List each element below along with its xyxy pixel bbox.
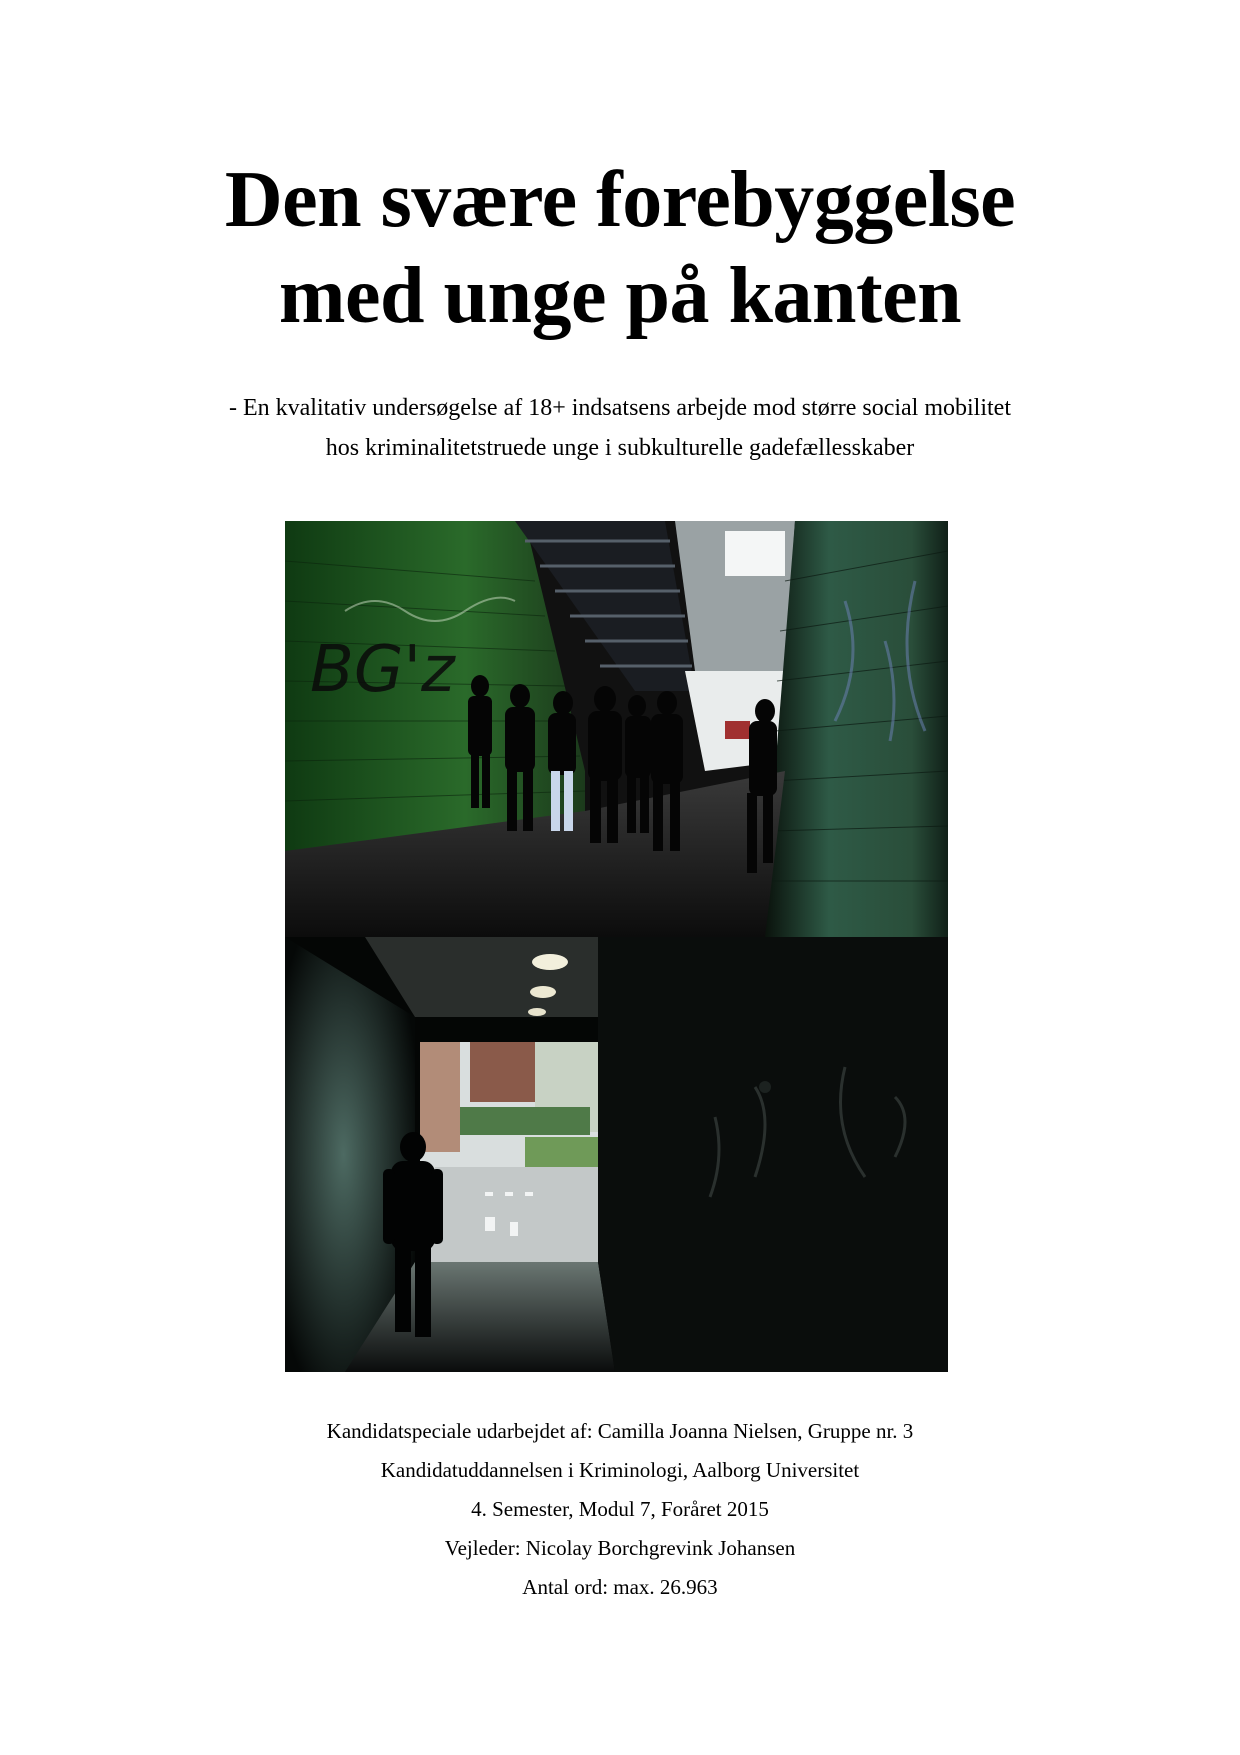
title-line-1: Den svære forebyggelse	[224, 156, 1016, 244]
subtitle-line-2: hos kriminalitetstruede unge i subkulturelle gadefællesskaber	[325, 435, 915, 461]
supervisor-line: Vejleder: Nicolay Borchgrevink Johansen	[444, 1536, 796, 1560]
program-line: Kandidatuddannelsen i Kriminologi, Aalborg Universitet	[380, 1458, 860, 1482]
word-count-line: Antal ord: max. 26.963	[522, 1575, 718, 1599]
semester-line: 4. Semester, Modul 7, Foråret 2015	[471, 1497, 769, 1521]
photo-group-illustration	[285, 521, 948, 937]
document-title	[0, 152, 1240, 344]
title-line-2: med unge på kanten	[278, 252, 962, 340]
cover-photo-group	[285, 521, 948, 937]
cover-photo-tunnel	[285, 937, 948, 1372]
document-subtitle	[0, 388, 1240, 468]
author-line: Kandidatspeciale udarbejdet af: Camilla Joanna Nielsen, Gruppe nr. 3	[326, 1419, 914, 1443]
subtitle-line-1: - En kvalitativ undersøgelse af 18+ indsatsens arbejde mod større social mobilitet	[228, 395, 1011, 421]
svg-text:BG'z: BG'z	[310, 633, 455, 707]
photo-tunnel-illustration	[285, 937, 948, 1372]
cover-image	[285, 521, 948, 1372]
thesis-info	[0, 1412, 1240, 1607]
